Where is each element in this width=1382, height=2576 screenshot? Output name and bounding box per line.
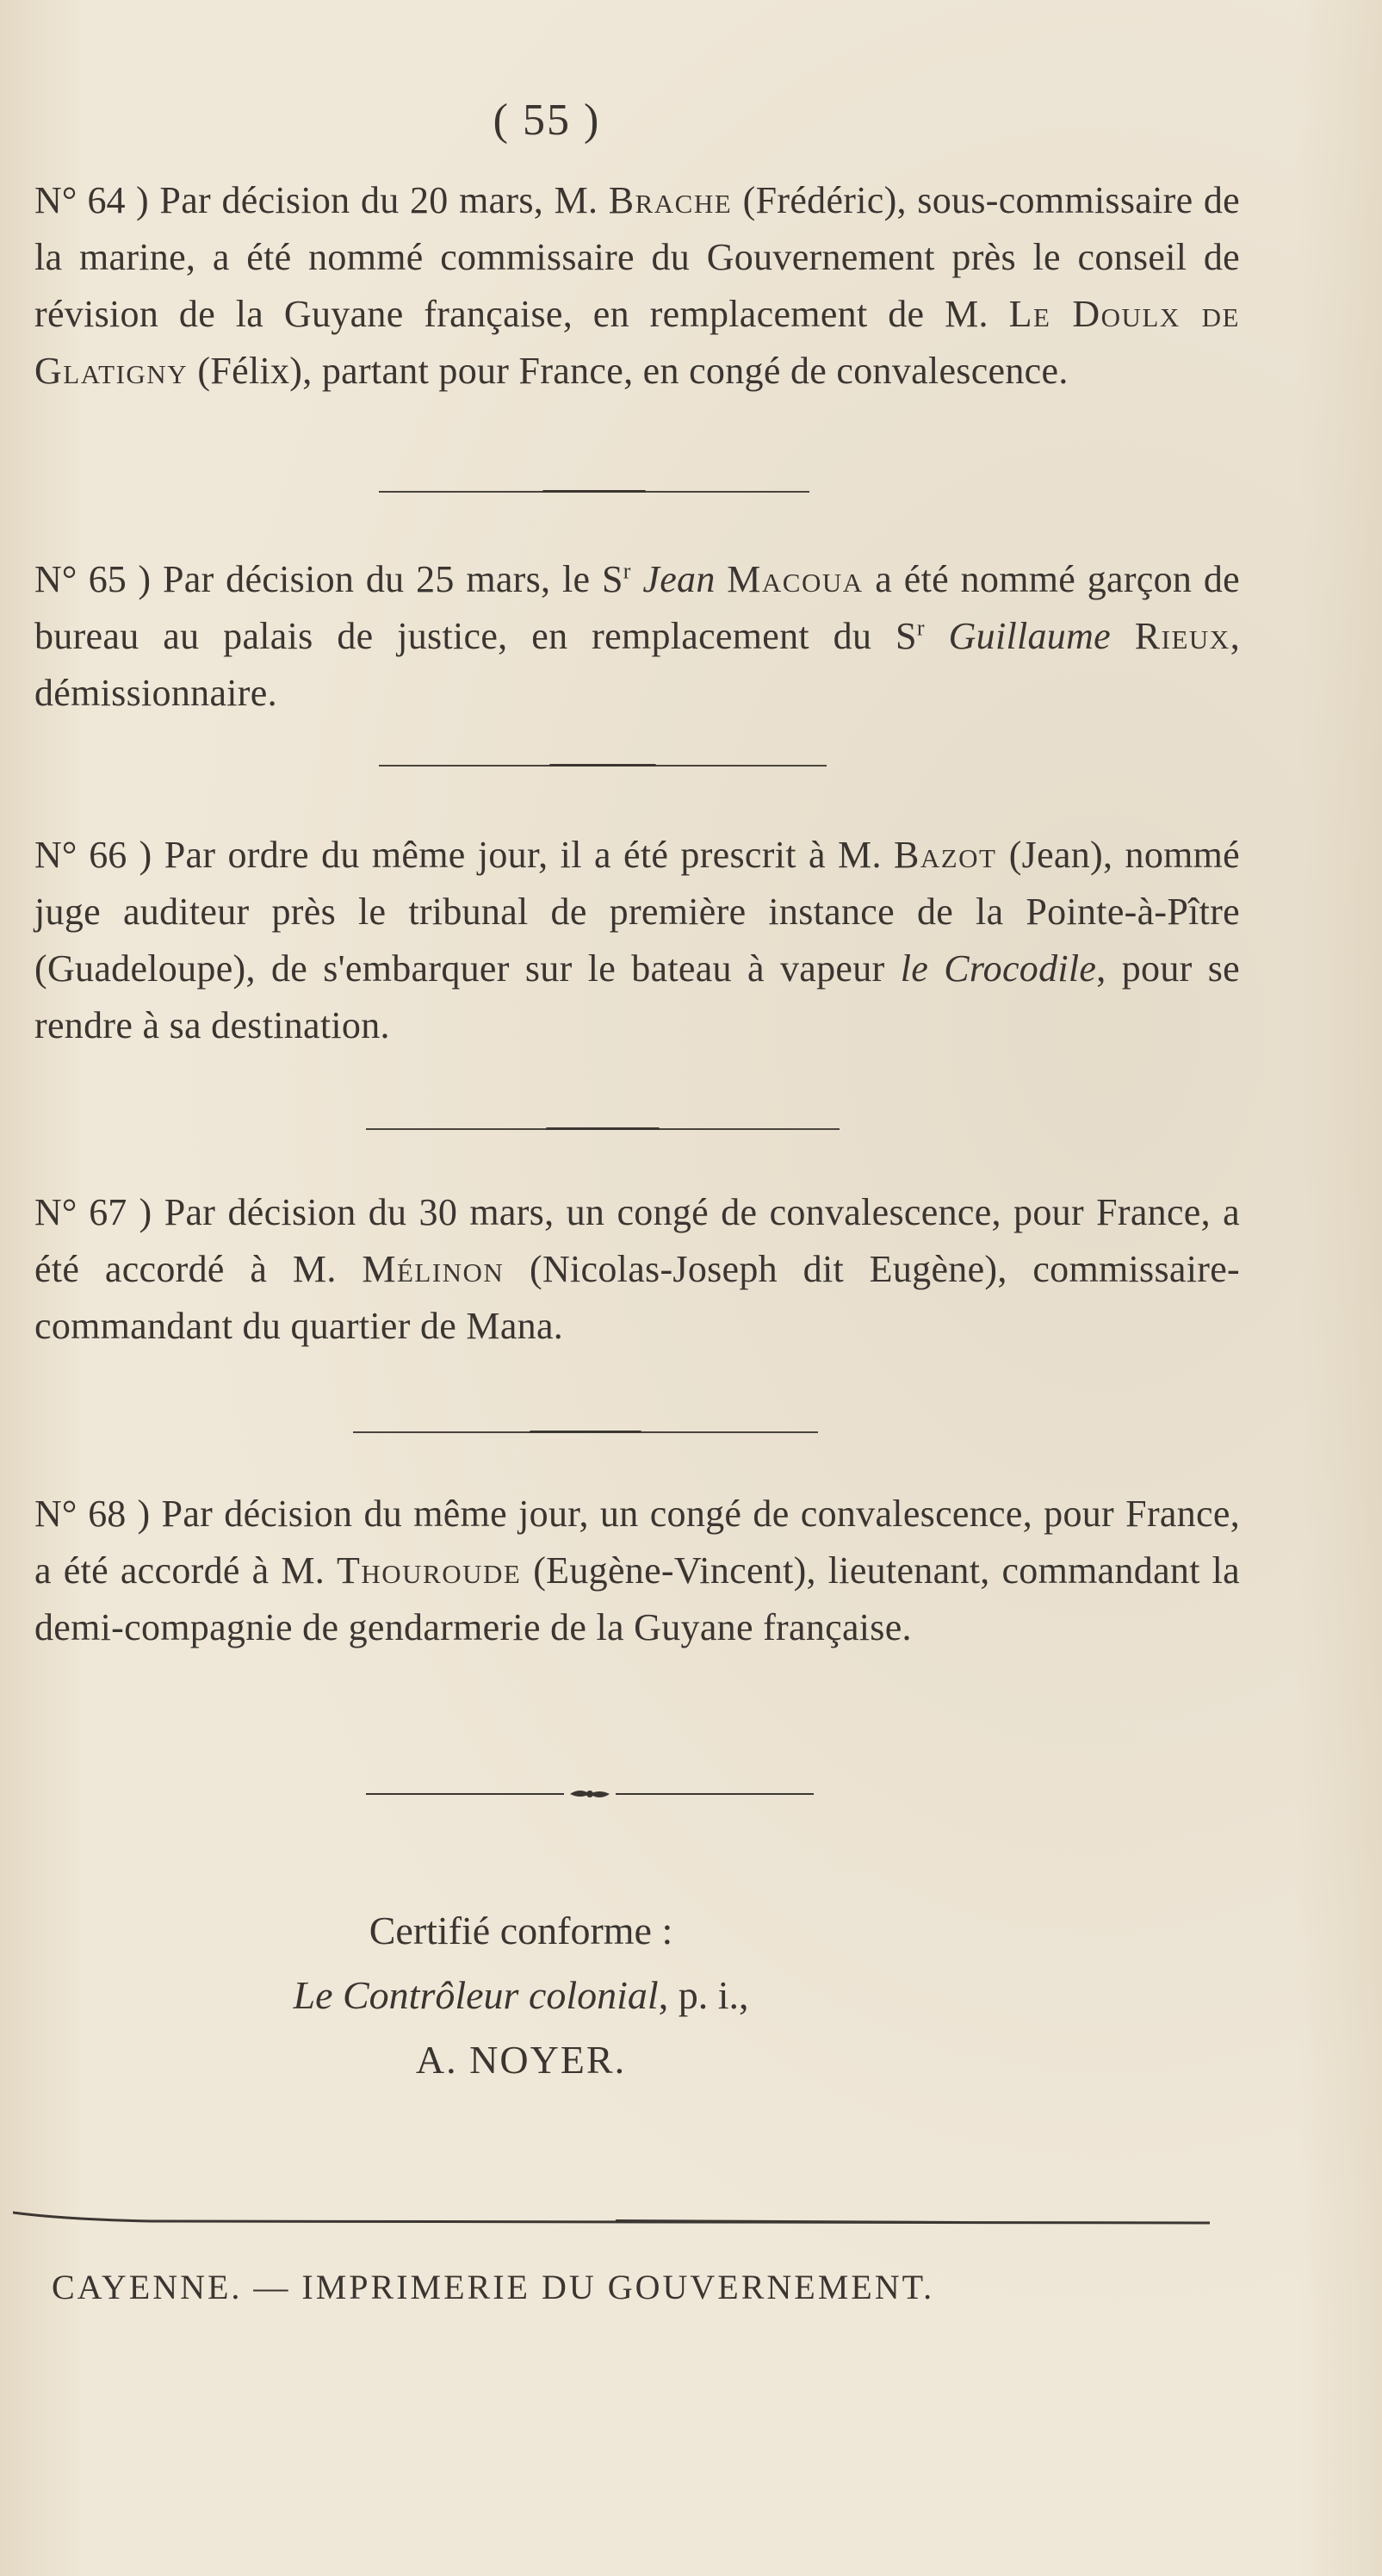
separator-rule <box>379 491 809 493</box>
imprint-line: CAYENNE. — IMPRIMERIE DU GOUVERNEMENT. <box>52 2268 935 2306</box>
separator-rule <box>353 1431 818 1433</box>
entry-text-run: Le Doulx de Glatigny <box>34 293 1240 392</box>
entry-text-run: (Eugène-Vincent), lieutenant, commandant la demi-compagnie de gendarmerie de la Guyane française. <box>34 1549 1240 1648</box>
entry-text-run: ) Par décision du même jour, un congé de convalescence, pour France, a été accordé à M. <box>34 1493 1240 1592</box>
entry-67 <box>34 1184 1240 1355</box>
entry-text-run: ) Par décision du 30 mars, un congé de convalescence, pour France, a été accordé à M. <box>34 1191 1240 1290</box>
entry-text-run <box>1111 615 1135 657</box>
entry-64 <box>34 172 1240 400</box>
certification-line: Certifié conforme : <box>369 1909 673 1952</box>
ornament-rule <box>366 1785 814 1803</box>
entry-text <box>34 1191 1240 1347</box>
controller-title <box>0 1972 1042 2018</box>
page-number: ( 55 ) <box>493 96 601 145</box>
entry-text-run: ) Par décision du 20 mars, M. <box>136 179 609 221</box>
bottom-rule <box>13 2209 1218 2235</box>
entry-text <box>34 1493 1240 1648</box>
entry-text <box>34 558 1240 714</box>
entry-text-run: r <box>916 615 925 641</box>
entry-text-run <box>631 558 643 600</box>
entry-66 <box>34 827 1240 1054</box>
separator-rule <box>366 1128 840 1130</box>
entry-text-run: r <box>623 558 631 584</box>
entry-text-run: Macoua <box>727 558 864 600</box>
entry-number: N° 68 <box>34 1493 127 1535</box>
entry-number: N° 67 <box>34 1191 127 1233</box>
entry-text-run <box>925 615 949 657</box>
entry-text-run: Jean <box>642 558 716 600</box>
entry-number: N° 64 <box>34 179 126 221</box>
entry-text <box>34 179 1240 392</box>
fleuron-icon <box>568 1786 611 1802</box>
entry-text-run: Brache <box>608 179 733 221</box>
signatory-name: A. NOYER. <box>415 2038 627 2082</box>
entry-text-run: , démissionnaire. <box>34 615 1240 714</box>
controller-title-italic: Le Contrôleur colonial <box>293 1973 659 2017</box>
entry-text-run: (Frédéric), sous-commissaire de la marine, a été nommé commissaire du Gouvernement près le conseil de révision de la Guyane française, en remplacement de M. <box>34 179 1240 335</box>
separator-rule <box>379 765 827 767</box>
entry-text-run: (Nicolas-Joseph dit Eugène), commissaire-commandant du quartier de Mana. <box>34 1248 1240 1347</box>
entry-number: N° 65 <box>34 558 127 600</box>
entry-text-run: Bazot <box>893 834 997 876</box>
entry-text-run: , pour se rendre à sa destination. <box>34 947 1240 1046</box>
entry-68 <box>34 1486 1240 1656</box>
entry-text-run: (Jean), nommé juge auditeur près le tribunal de première instance de la Pointe-à-Pître (Guadeloupe), de s'embarquer sur le bateau à vapeur <box>34 834 1241 990</box>
entry-text-run: Thouroude <box>336 1549 522 1592</box>
entry-text <box>34 834 1240 1046</box>
entry-text-run: ) Par ordre du même jour, il a été prescrit à M. <box>139 834 894 876</box>
controller-title-suffix: , p. i., <box>658 1973 749 2017</box>
entry-text-run: Mélinon <box>362 1248 505 1290</box>
entry-text-run: a été nommé garçon de bureau au palais de justice, en remplacement du S <box>34 558 1240 657</box>
entry-text-run <box>716 558 728 600</box>
entry-text-run: (Félix), partant pour France, en congé de convalescence. <box>188 350 1069 392</box>
entry-text-run: ) Par décision du 25 mars, le S <box>138 558 623 600</box>
entry-number: N° 66 <box>34 834 127 876</box>
entry-65 <box>34 551 1240 722</box>
entry-text-run: Guillaume <box>948 615 1112 657</box>
entry-text-run: Rieux <box>1134 615 1230 657</box>
entry-text-run: le Crocodile <box>900 947 1097 990</box>
